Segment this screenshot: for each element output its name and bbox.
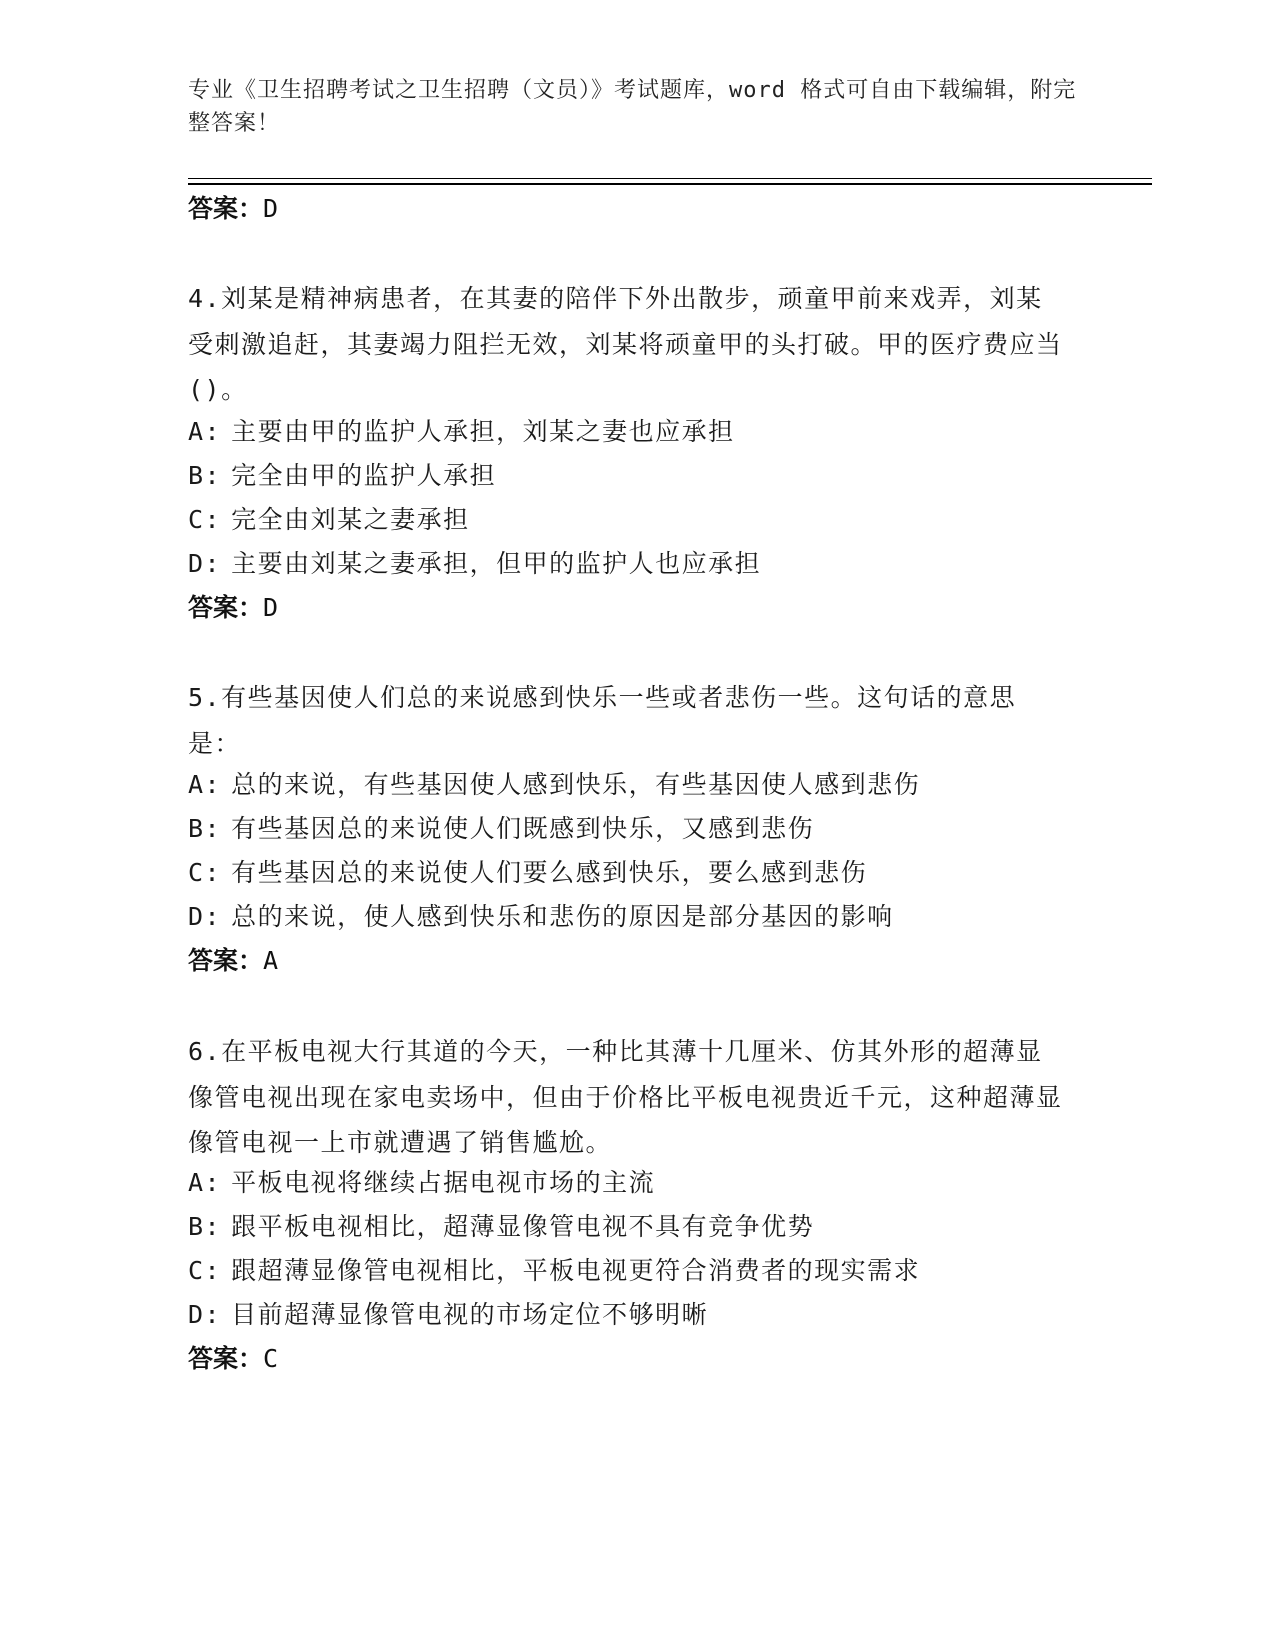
question-6-answer bbox=[188, 1344, 278, 1374]
option-text: 主要由甲的监护人承担，刘某之妻也应承担 bbox=[231, 417, 735, 446]
option-letter: C: bbox=[188, 1256, 222, 1285]
answer-value: D bbox=[263, 593, 279, 622]
question-4-option-d bbox=[188, 549, 1088, 579]
question-6-option-b bbox=[188, 1212, 1088, 1242]
option-letter: B: bbox=[188, 814, 222, 843]
option-text: 有些基因总的来说使人们要么感到快乐，要么感到悲伤 bbox=[231, 858, 868, 887]
answer-value: D bbox=[263, 194, 279, 223]
option-text: 完全由甲的监护人承担 bbox=[231, 461, 497, 490]
question-5-answer bbox=[188, 946, 278, 976]
question-4-option-a bbox=[188, 417, 1088, 447]
option-letter: A: bbox=[188, 1168, 222, 1197]
option-text: 总的来说，使人感到快乐和悲伤的原因是部分基因的影响 bbox=[231, 902, 894, 931]
question-4-option-c bbox=[188, 505, 1088, 535]
question-6-option-a bbox=[188, 1168, 1088, 1198]
answer-label: 答案： bbox=[188, 946, 264, 975]
question-5-option-d bbox=[188, 902, 1088, 932]
question-4-stem: 4.刘某是精神病患者，在其妻的陪伴下外出散步，顽童甲前来戏弄，刘某受刺激追赶，其妻竭力阻拦无效，刘某将顽童甲的头打破。甲的医疗费应当()。 bbox=[188, 284, 1063, 404]
question-6-option-d bbox=[188, 1300, 1088, 1330]
option-text: 跟超薄显像管电视相比，平板电视更符合消费者的现实需求 bbox=[231, 1256, 921, 1285]
question-6-option-c bbox=[188, 1256, 1088, 1286]
question-5-option-a bbox=[188, 770, 1088, 800]
answer-value: A bbox=[263, 946, 279, 975]
answer-label: 答案： bbox=[188, 1344, 264, 1373]
option-letter: C: bbox=[188, 505, 222, 534]
option-text: 有些基因总的来说使人们既感到快乐，又感到悲伤 bbox=[231, 814, 815, 843]
option-text: 跟平板电视相比，超薄显像管电视不具有竞争优势 bbox=[231, 1212, 815, 1241]
answer-label: 答案： bbox=[188, 593, 264, 622]
option-text: 目前超薄显像管电视的市场定位不够明晰 bbox=[231, 1300, 709, 1329]
option-text: 平板电视将继续占据电视市场的主流 bbox=[231, 1168, 656, 1197]
answer-label: 答案： bbox=[188, 194, 264, 223]
question-5-stem: 5.有些基因使人们总的来说感到快乐一些或者悲伤一些。这句话的意思是： bbox=[188, 683, 1017, 758]
question-4-option-b bbox=[188, 461, 1088, 491]
option-text: 完全由刘某之妻承担 bbox=[231, 505, 470, 534]
question-4-answer bbox=[188, 593, 278, 623]
question-5-option-b bbox=[188, 814, 1088, 844]
question-5-option-c bbox=[188, 858, 1088, 888]
option-letter: D: bbox=[188, 1300, 222, 1329]
header-rule-bottom bbox=[188, 183, 1152, 185]
option-letter: D: bbox=[188, 549, 222, 578]
option-letter: A: bbox=[188, 417, 222, 446]
option-letter: B: bbox=[188, 461, 222, 490]
option-letter: A: bbox=[188, 770, 222, 799]
page-header: 专业《卫生招聘考试之卫生招聘（文员）》考试题库，word 格式可自由下载编辑，附完整答案！ bbox=[188, 78, 1077, 136]
option-letter: D: bbox=[188, 902, 222, 931]
option-letter: B: bbox=[188, 1212, 222, 1241]
header-rule-top bbox=[188, 178, 1152, 179]
option-letter: C: bbox=[188, 858, 222, 887]
answer-prev bbox=[188, 194, 278, 224]
option-text: 主要由刘某之妻承担，但甲的监护人也应承担 bbox=[231, 549, 762, 578]
question-6-stem: 6.在平板电视大行其道的今天，一种比其薄十几厘米、仿其外形的超薄显像管电视出现在家电卖场中，但由于价格比平板电视贵近千元，这种超薄显像管电视一上市就遭遇了销售尴尬。 bbox=[188, 1037, 1063, 1157]
option-text: 总的来说，有些基因使人感到快乐，有些基因使人感到悲伤 bbox=[231, 770, 921, 799]
answer-value: C bbox=[263, 1344, 279, 1373]
